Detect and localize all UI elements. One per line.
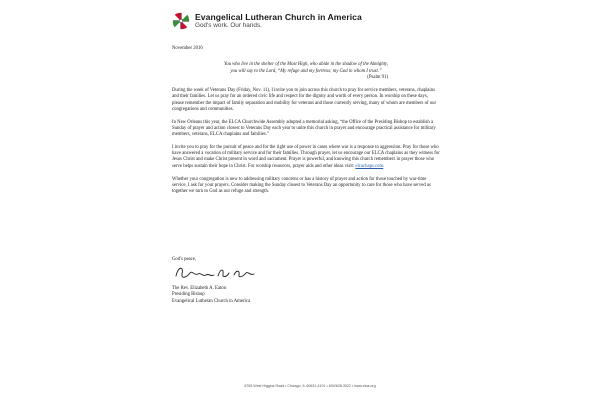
paragraph-3-text: I invite you to pray for the pursuit of peace and for the right use of power in cases where war is a response to aggression. Pray for those who have answered a vocation of military service and for their families. Through prayer, let us encourage our ELCA chaplains as they witness for Jesus Christ and make Christ present in word and sacrament. Prayer is powerful, and knowing this church remembers in prayer those who serve helps sustain their hope in Christ. For worship resources, prayer aids and other ideas visit: [172, 144, 440, 169]
paragraph-4: Whether your congregation is new to addressing military concerns or has a history of prayer and action for those touched by war-time service, I ask for your prayers. Consider making the Sunday closest to Veterans Day an opportunity to care for those who have served as together we turn to God as our refuge and strength. [172, 176, 431, 195]
elca-cross-logo-icon [172, 12, 190, 30]
paragraph-2: In New Orleans this year, the ELCA Churchwide Assembly adopted a memorial asking, “the Office of the Presiding Bishop to establish a Sunday of prayer and action closest to Veterans Day each year to unite this church in prayer and encourage practical assistance for military members, veterans, ELCA chaplains and families.” [172, 119, 436, 138]
epigraph-line-1: You who live in the shelter of the Most High, who abide in the shadow of the Almighty, [223, 62, 388, 68]
paragraph-3-end: . [383, 163, 385, 169]
paragraph-1: During the week of Veterans Day (Friday, Nov. 11), I invite you to join across this church to pray for service members, veterans, chaplains and their families. Let us pray for an ordered civic life and respect for the dignity and worth of every person. In worship on these days, please remember the impact of family separation and mobility for veterans and those currently serving, many of whom are members of our congregations and communities. [172, 88, 437, 112]
signature-block [172, 286, 250, 305]
handwritten-signature [172, 264, 262, 282]
elcachaps-link[interactable]: elcachaps.com [355, 163, 384, 169]
footer-address: 8765 West Higgins Road • Chicago, IL 60631-4101 • 800/638-3522 • www.elca.org [244, 384, 376, 388]
letter-body [172, 46, 440, 202]
letter-date: November 2016 [172, 46, 203, 51]
signer-title: Presiding Bishop [172, 292, 205, 298]
organization-tagline: God's work. Our hands. [195, 22, 262, 29]
scripture-epigraph [172, 62, 440, 81]
signer-name: The Rev. Elizabeth A. Eaton [172, 286, 227, 291]
closing-salutation: God's peace, [172, 257, 197, 262]
organization-name: Evangelical Lutheran Church in America [195, 12, 362, 22]
signer-organization: Evangelical Lutheran Church in America [172, 298, 251, 304]
paragraph-3 [172, 145, 440, 170]
epigraph-citation: (Psalm 91) [367, 74, 388, 80]
letterhead [172, 10, 362, 32]
epigraph-line-2: you will say to the Lord, “My refuge and my fortress; my God in whom I trust.” [230, 68, 382, 74]
